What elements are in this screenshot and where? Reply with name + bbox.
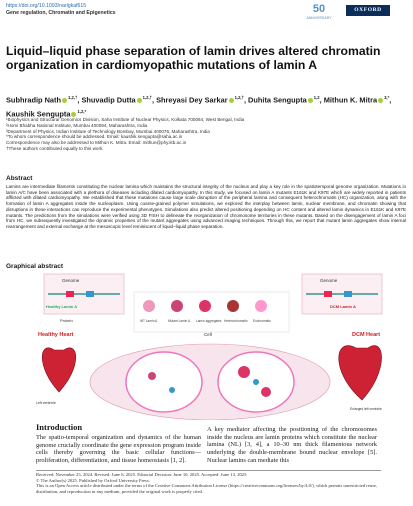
anniversary-text: ANNIVERSARY: [306, 16, 332, 20]
genome-label-right: Genome: [320, 278, 338, 283]
affiliation-line: ¹Biophysics and Structural Genomics Division, Saha Institute of Nuclear Physics, Kolkata 700064, West Bengal, India: [6, 117, 245, 122]
article-title: Liquid–liquid phase separation of lamin drives altered chromatin organization in cardiomyopathic mutations of lamin A: [6, 44, 381, 73]
intro-column-1: The spatio-temporal organization and dynamics of the human genome crucially coordinate the gene expression program inside cells thereby governing the basic cellular functions—proliferation, differentiation, and tissue homeostasis [1, 2].: [36, 434, 201, 465]
cell-label: Cell: [204, 332, 212, 337]
healthy-heart-label: Healthy Heart: [38, 332, 74, 338]
introduction-heading: Introduction: [36, 422, 83, 432]
protein-label: Protein: [60, 318, 73, 323]
author-affiliation-marker: 1,2,†: [142, 95, 152, 100]
legend-eu: Euchromatin: [253, 319, 271, 323]
abstract-text: Lamins are intermediate filaments constituting the nuclear lamina which maintains the structural integrity of the nucleus and play a key role in the spatiotemporal genome organization. Mutations in lamin A/C have been associated with a plethora of diseases including dilated cardiomyopathy. In this study, we focused on lamin A mutants E161K and K97E which are widely reported in patients afflicted with dilated cardiomyopathy. We established that these mutations cause large scale disruption of the peripheral lamina and consequent heterochromatin (HC) organization, along with the formation of lamin A aggregates inside the nucleoplasm. Using coarse-grained polymer simulations, we explored the interplay between lamin, nuclear membrane, and chromatin showing that disruptions in these interactions can reproduce the experimental phenotypes. Simulations also predict altered positioning depending on HC content and altered lamin dynamics in E161K and K97E mutants. The predictions from the simulations were verified using 3D FISH to delineate the reorganization of chromosome territories in these mutants. Based on the disengagement of lamin A foci from HC, we subsequently investigated the dynamic properties of the mutant aggregates using advanced imaging techniques. Through this, we report that mutant lamin aggregates show internal rearrangement and external exchange at the mesoscopic level reminiscent of liquid–liquid phase separation.: [6, 184, 406, 229]
orcid-icon[interactable]: [229, 98, 234, 103]
dcm-heart-icon: [339, 346, 382, 400]
copyright: © The Author(s) 2025. Published by Oxford University Press.: [36, 477, 150, 483]
anniversary-logo: [300, 0, 338, 22]
affiliation-line: *To whom correspondence should be addressed. Email: kaushik.sengupta@saha.ac.in: [6, 134, 183, 140]
author-name[interactable]: Shuvadip Dutta: [81, 95, 136, 105]
orcid-icon[interactable]: [137, 98, 142, 103]
legend-aggregates: Lamin aggregates: [196, 319, 222, 323]
affiliation-line: ³Department of Physics, Indian Institute of Technology Bombay, Mumbai 400076, Maharashtra, India: [6, 128, 210, 134]
affiliation-line: †These authors contributed equally to this work.: [6, 145, 104, 151]
svg-text:50: 50: [312, 3, 326, 15]
legend-hetero: Heterochromatin: [224, 319, 248, 323]
affiliation-line: Correspondence may also be addressed to Mithun K. Mitra. Email: mithun@phy.iitb.ac.in: [6, 140, 187, 146]
author-list: Subhradip Nath $^{1,2,\dagger}$, Shuvadip Dutta $^{1,2,\dagger}$, Shreyasi Dey Sarkar $^{1,2,\dagger}$, Duhita Sengupta $^{1,2}$, Mithun K. Mitra $^{3,*}$, Kaushik Sengupta $^{1,2,*}$: [6, 95, 392, 119]
legend-mutant: Mutant Lamin A: [168, 319, 191, 323]
oxford-logo[interactable]: [346, 5, 390, 16]
author-affiliation-marker: 1,2,*: [77, 108, 87, 114]
received-dates: Received: November 25, 2024. Revised: June 6, 2025. Editorial Decision: June 10, 2025. Accepted: June 13, 2025: [36, 472, 247, 477]
left-ventricle-label: Left ventricle: [36, 401, 56, 405]
article-footer: [36, 472, 381, 494]
orcid-icon[interactable]: [62, 98, 67, 103]
author-name[interactable]: Mithun K. Mitra: [323, 95, 378, 105]
author-name[interactable]: Duhita Sengupta: [248, 95, 307, 105]
license: This is an Open Access article distributed under the terms of the Creative Commons Attribution License (https://creativecommons.org/licenses/by/4.0/), which permits unrestricted reuse, distribution, and reproduction in any medium, provided the original work is properly cited.: [36, 483, 378, 494]
graphical-abstract: [34, 272, 389, 420]
orcid-icon[interactable]: [308, 98, 313, 103]
orcid-icon[interactable]: [378, 98, 383, 103]
author-name[interactable]: Kaushik Sengupta: [6, 109, 71, 119]
author-name[interactable]: Subhradip Nath: [6, 95, 62, 105]
affiliations: [6, 117, 406, 152]
dcm-heart-label: DCM Heart: [352, 332, 381, 338]
journal-section: Gene regulation, Chromatin and Epigenetics: [6, 10, 116, 16]
healthy-lamin-label: Healthy Lamin A: [46, 304, 78, 309]
intro-column-2: A key mediator affecting the positioning of the chromosomes inside the nucleus are lamin proteins which constitute the nuclear lamina (NL) [3, 4], a 10–30 nm thick filamentous network underlying the double-membrane bound nuclear envelope [5]. Nuclear lamins can mediate this: [207, 426, 377, 464]
affiliation-line: ²Homi Bhabha National Institute, Mumbai 400094, Maharashtra, India: [6, 122, 148, 128]
legend-wt: WT Lamin A: [140, 319, 158, 323]
author-affiliation-marker: 1,2,†: [234, 95, 244, 100]
journal-header: [0, 0, 413, 24]
abstract-heading: Abstract: [6, 175, 33, 182]
mutant-lamin-label: DCM Lamin A: [330, 304, 356, 309]
footer-divider: [36, 470, 381, 471]
doi-link[interactable]: https://doi.org/10.1093/narlgkaf615: [6, 3, 87, 9]
enlarged-ventricle-label: Enlarged left ventricle: [350, 407, 382, 411]
legend-panels: [134, 292, 289, 332]
graphical-abstract-heading: Graphical abstract: [6, 263, 64, 270]
author-affiliation-marker: 1,2: [313, 95, 320, 100]
healthy-heart-icon: [42, 348, 76, 392]
author-name[interactable]: Shreyasi Dey Sarkar: [156, 95, 228, 105]
publisher-name: OXFORD: [354, 7, 382, 13]
genome-label-left: Genome: [62, 278, 80, 283]
author-affiliation-marker: 3,*: [384, 95, 390, 100]
author-affiliation-marker: 1,2,†: [68, 95, 78, 100]
